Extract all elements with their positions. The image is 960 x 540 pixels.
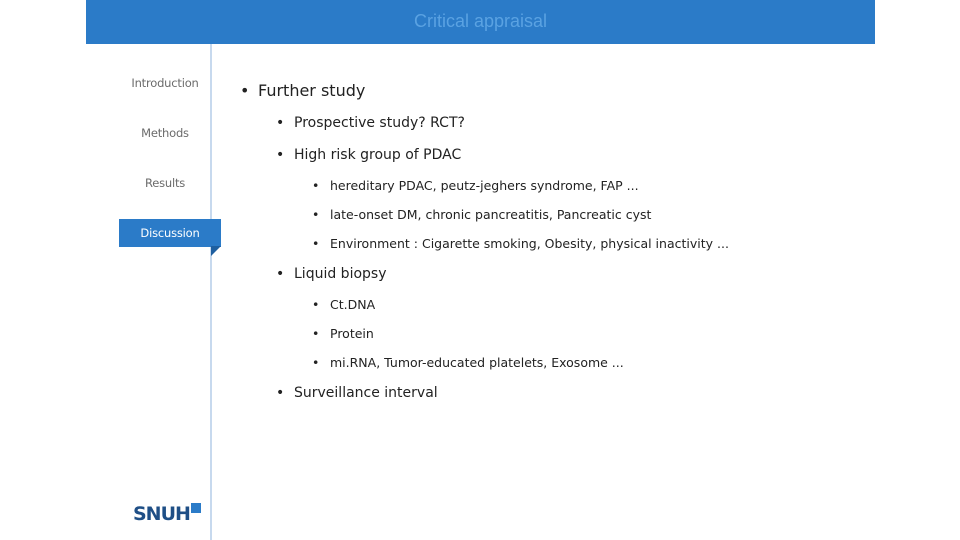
bullet-text: Protein bbox=[330, 326, 374, 341]
nav-item-discussion[interactable]: Discussion bbox=[119, 219, 221, 247]
header-bar bbox=[86, 0, 875, 44]
bullet-icon: • bbox=[312, 355, 320, 370]
bullet-text: Further study bbox=[258, 81, 366, 100]
bullet-text: Prospective study? RCT? bbox=[294, 115, 465, 131]
bullet-liquid-biopsy bbox=[276, 266, 386, 282]
slide-title: Critical appraisal bbox=[413, 11, 548, 31]
bullet-further-study bbox=[240, 81, 365, 100]
logo-text: SNUH bbox=[133, 503, 190, 525]
nav-item-results[interactable]: Results bbox=[144, 176, 186, 190]
bullet-text: Environment : Cigarette smoking, Obesity, physical inactivity ... bbox=[330, 236, 729, 251]
snuh-logo bbox=[133, 503, 190, 525]
bullet-text: mi.RNA, Tumor-educated platelets, Exosome ... bbox=[330, 355, 624, 370]
bullet-hereditary bbox=[312, 178, 639, 193]
bullet-icon: • bbox=[312, 207, 320, 222]
bullet-protein bbox=[312, 326, 374, 341]
bullet-ctdna bbox=[312, 297, 375, 312]
bullet-icon: • bbox=[276, 147, 285, 163]
bullet-text: hereditary PDAC, peutz-jeghers syndrome, FAP ... bbox=[330, 178, 639, 193]
logo-mark-icon bbox=[191, 503, 201, 513]
bullet-icon: • bbox=[276, 115, 285, 131]
bullet-text: Surveillance interval bbox=[294, 385, 438, 401]
bullet-icon: • bbox=[240, 81, 250, 100]
bullet-icon: • bbox=[312, 326, 320, 341]
bullet-icon: • bbox=[312, 236, 320, 251]
bullet-mirna bbox=[312, 355, 624, 370]
sidebar-divider bbox=[210, 44, 212, 540]
bullet-text: late-onset DM, chronic pancreatitis, Pancreatic cyst bbox=[330, 207, 652, 222]
bullet-surveillance bbox=[276, 385, 438, 401]
bullet-text: Ct.DNA bbox=[330, 297, 376, 312]
bullet-environment bbox=[312, 236, 729, 251]
active-nav-marker bbox=[211, 246, 221, 256]
bullet-prospective bbox=[276, 115, 465, 131]
bullet-icon: • bbox=[312, 178, 320, 193]
bullet-icon: • bbox=[276, 266, 285, 282]
nav-item-introduction[interactable]: Introduction bbox=[131, 76, 199, 90]
bullet-icon: • bbox=[312, 297, 320, 312]
bullet-late-onset bbox=[312, 207, 651, 222]
bullet-high-risk bbox=[276, 147, 461, 163]
nav-item-methods[interactable]: Methods bbox=[141, 126, 189, 140]
bullet-text: High risk group of PDAC bbox=[294, 147, 462, 163]
bullet-text: Liquid biopsy bbox=[294, 266, 387, 282]
bullet-icon: • bbox=[276, 385, 285, 401]
